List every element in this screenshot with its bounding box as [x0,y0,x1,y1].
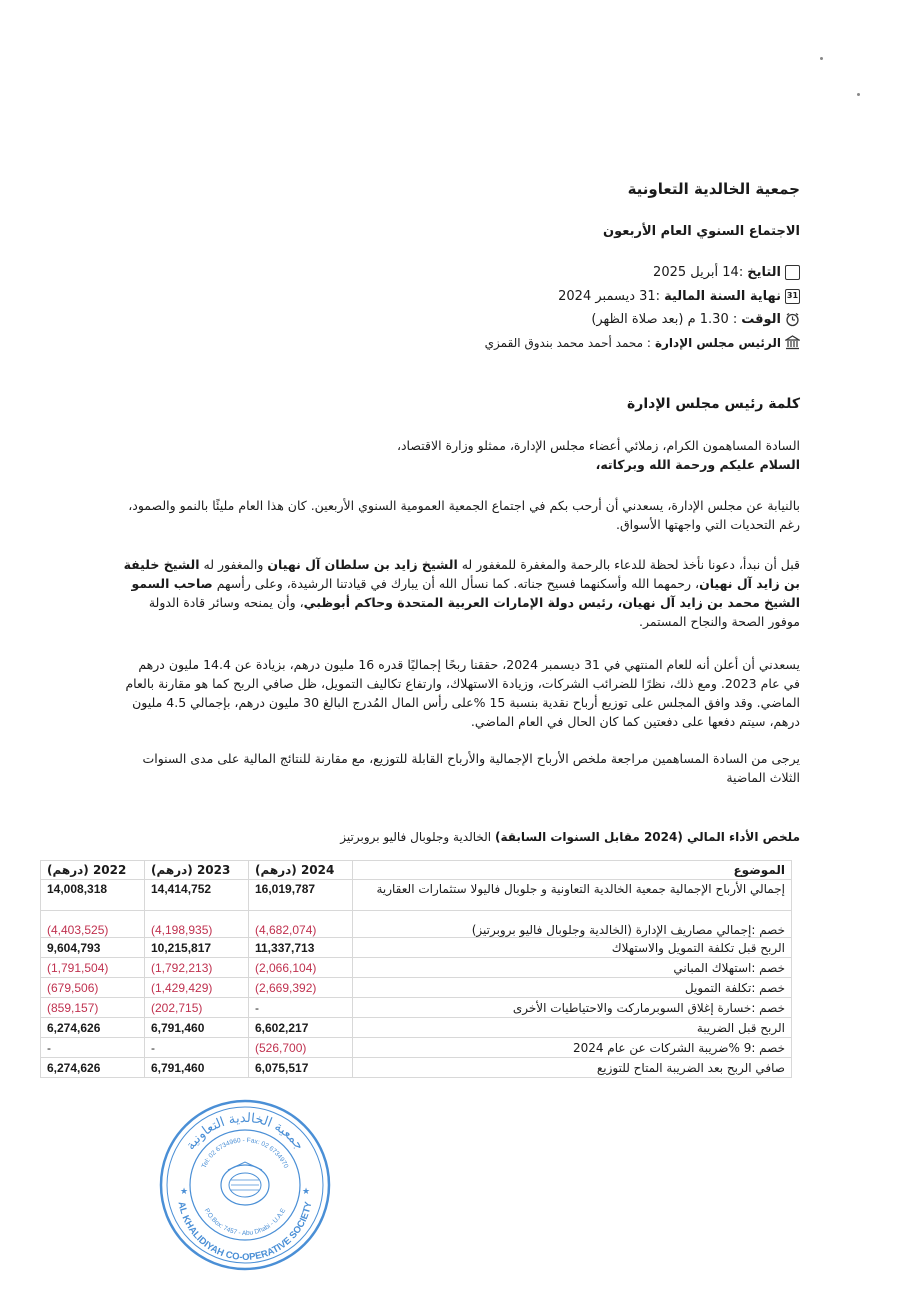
cell-description: خصم :استهلاك المباني [353,958,792,978]
meta-chair [485,335,800,350]
cell-2023: 10,215,817 [145,938,249,958]
table-row [41,938,792,958]
header-2022: (درهم) 2022 [41,861,145,880]
cell-2024: 6,075,517 [249,1058,353,1078]
calendar-31-icon: 31 [785,289,800,304]
meeting-title: الاجتماع السنوي العام الأربعون [603,224,800,239]
building-icon [785,335,800,350]
table-title-bold: ملخص الأداء المالي (2024 مقابل السنوات السابقة) [494,830,800,844]
cell-2024: (2,066,104) [249,958,353,978]
calendar-icon [785,265,800,280]
prayer-name-1: الشيخ زايد بن سلطان آل نهيان [267,557,458,572]
cell-description: خصم :خسارة إغلاق السوبرماركت والاحتياطيات الأخرى [353,998,792,1018]
cell-2024: (2,669,392) [249,978,353,998]
cell-2023: (1,792,213) [145,958,249,978]
cell-2023: 6,791,460 [145,1058,249,1078]
meta-fiscal [558,289,800,304]
scan-speck [820,57,823,60]
table-row [41,911,792,938]
time-value: : 1.30 م (بعد صلاة الظهر) [591,312,738,327]
table-row [41,998,792,1018]
meta-time [591,312,800,327]
chair-label: الرئيس مجلس الإدارة [654,335,781,350]
chairman-heading: كلمة رئيس مجلس الإدارة [627,396,800,412]
cell-2022: 6,274,626 [41,1018,145,1038]
cell-2022: 9,604,793 [41,938,145,958]
table-row [41,1018,792,1038]
cell-description: خصم :تكلفة التمويل [353,978,792,998]
table-header-row [41,861,792,880]
prayer-name-2: الشيخ خليفة بن زايد آل نهيان [123,557,800,591]
cell-2022: 14,008,318 [41,880,145,911]
table-title [340,830,800,844]
cell-2024: (526,700) [249,1038,353,1058]
cell-2022: (1,791,504) [41,958,145,978]
cell-2023: (1,429,429) [145,978,249,998]
stamp-pobox-text: P.O.Box: 7457 - Abu Dhabi - U.A.E [202,1207,288,1238]
cell-description: خصم :إجمالي مصاريف الإدارة (الخالدية وجلوبال فاليو بروبرتيز) [353,911,792,938]
alarm-clock-icon [785,312,800,327]
stamp-star-left-icon: ★ [180,1187,189,1197]
paragraph-welcome: بالنيابة عن مجلس الإدارة، يسعدني أن أرحب بكم في اجتماع الجمعية العمومية السنوي الأربعين. كان هذا العام مليئًا بالنمو والصمود، رغم التحديات التي واجهتها الأسواق. [128,498,800,532]
society-stamp [158,1098,332,1272]
stamp-english-text: AL KHALIDIYAH CO-OPERATIVE SOCIETY [175,1200,315,1264]
cell-2023: (4,198,935) [145,911,249,938]
table-row [41,1038,792,1058]
prayer-text-2: والمغفور له [199,557,268,572]
header-topic: الموضوع [353,861,792,880]
header-2023: (درهم) 2023 [145,861,249,880]
cell-2024: (4,682,074) [249,911,353,938]
table-row [41,958,792,978]
paragraph-review: يرجى من السادة المساهمين مراجعة ملخص الأرباح الإجمالية والأرباح القابلة للتوزيع، مع مقارنة للنتائج المالية على مدى السنوات الثلاث الماضية [142,751,800,785]
cell-2023: - [145,1038,249,1058]
cell-2023: 14,414,752 [145,880,249,911]
stamp-tel-text: Tel: 02 6734960 - Fax: 02 6734970 [200,1136,290,1170]
chair-value: : محمد أحمد محمد بندوق القمزي [484,335,651,350]
table-row [41,1058,792,1078]
date-label: التايخ [747,265,781,280]
cell-2022: (859,157) [41,998,145,1018]
cell-description: الربح قبل تكلفة التمويل والاستهلاك [353,938,792,958]
header-2024: (درهم) 2024 [249,861,353,880]
cell-2022: - [41,1038,145,1058]
financial-summary-table [40,860,792,1078]
fiscal-label: نهاية السنة المالية [664,289,781,304]
scan-speck [857,93,860,96]
stamp-star-right-icon: ★ [302,1187,311,1197]
date-value: :14 أبريل 2025 [653,265,744,280]
prayer-text-4: ، وأن يمنحه وسائر قادة الدولة موفور الصحة والنجاح المستمر. [148,595,800,629]
cell-2022: 6,274,626 [41,1058,145,1078]
prayer-name-3: صاحب السمو الشيخ محمد بن زايد آل نهيان، رئيس دولة الإمارات العربية المتحدة وحاكم أبوظبي [131,576,800,610]
paragraph-prayer [120,555,800,631]
cell-description: إجمالي الأرباح الإجمالية جمعية الخالدية التعاونية و جلوبال فاليولا ستثمارات العقارية [353,880,792,911]
cell-2023: (202,715) [145,998,249,1018]
cell-2024: - [249,998,353,1018]
cell-2024: 16,019,787 [249,880,353,911]
organization-title: جمعية الخالدية التعاونية [627,180,800,198]
fiscal-value: :31 ديسمبر 2024 [558,289,661,304]
table-title-rest: الخالدية وجلوبال فاليو بروبرتيز [340,830,495,844]
greeting-line-2: السلام عليكم ورحمة الله وبركاته، [595,457,800,472]
cell-2022: (4,403,525) [41,911,145,938]
prayer-text-1: قبل أن نبدأ، دعونا نأخذ لحظة للدعاء بالرحمة والمغفرة للمغفور له [457,557,800,572]
greeting-line-1: السادة المساهمون الكرام، زملائي أعضاء مجلس الإدارة، ممثلو وزارة الاقتصاد، [396,438,800,453]
table-row [41,978,792,998]
prayer-text-3: ، رحمهما الله وأسكنهما فسيح جناته. كما نسأل الله أن يبارك في قيادتنا الرشيدة، وعلى رأسهم [212,576,700,591]
meta-date [653,265,800,280]
time-label: الوقت [741,312,781,327]
cell-description: خصم :9 %ضريبة الشركات عن عام 2024 [353,1038,792,1058]
cell-description: صافي الربح بعد الضريبة المتاح للتوزيع [353,1058,792,1078]
cell-2024: 11,337,713 [249,938,353,958]
cell-2022: (679,506) [41,978,145,998]
cell-2023: 6,791,460 [145,1018,249,1038]
cell-2024: 6,602,217 [249,1018,353,1038]
stamp-emblem-icon [221,1162,269,1205]
cell-description: الربح قبل الضريبة [353,1018,792,1038]
paragraph-results: يسعدني أن أعلن أنه للعام المنتهي في 31 ديسمبر 2024، حققنا ربحًا إجماليًا قدره 16 مليون درهم، بزيادة عن 14.4 مليون درهم في عام 2023. ومع ذلك، نظرًا للضرائب الشركات، وزيادة الاستهلاك، وارتفاع تكاليف التمويل، ظل صافي الربح كما هو مقارنة بالعام الماضي. وقد وافق المجلس على توزيع أرباح نقدية بنسبة 15 %على رأس المال المُدرج البالغ 30 مليون درهم، بإجمالي 4.5 مليون درهم، سيتم دفعها على دفعتين كما كان الحال في العام الماضي. [125,657,800,729]
stamp-arabic-text: جمعية الخالدية التعاونية [183,1110,307,1153]
table-row [41,880,792,911]
greeting [120,436,800,474]
